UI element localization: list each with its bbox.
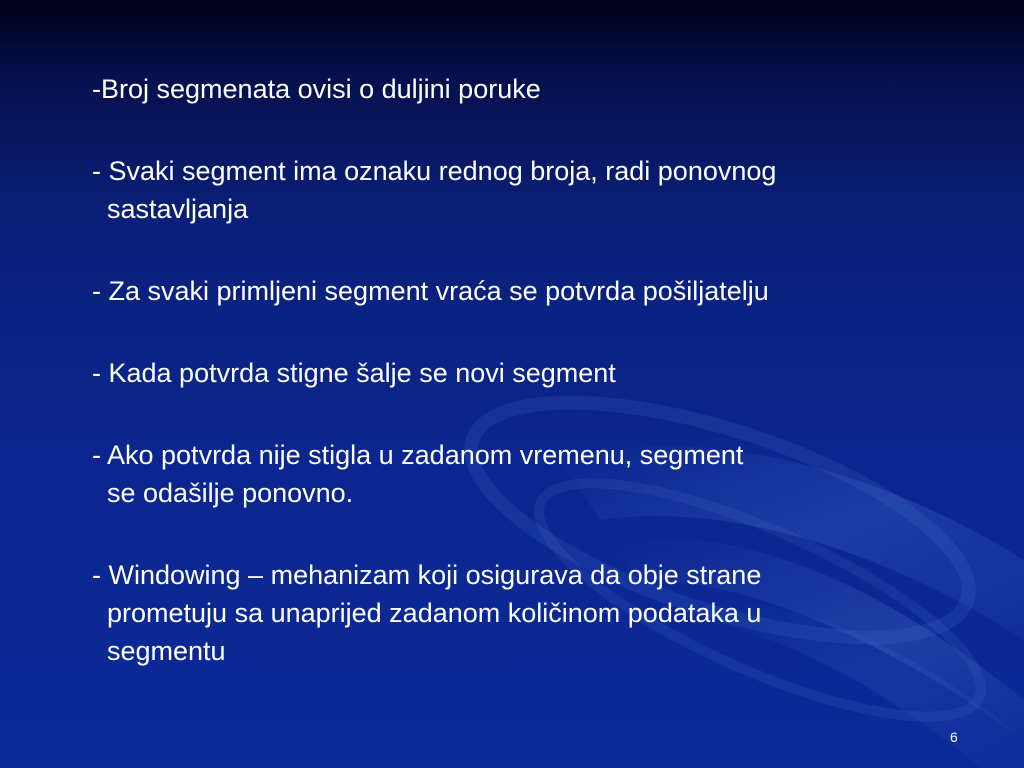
bullet-line: prometuju sa unaprijed zadanom količinom podataka u xyxy=(92,598,762,628)
bullet-line: - Windowing – mehanizam koji osigurava da obje strane xyxy=(92,560,762,590)
bullet-item xyxy=(92,272,992,310)
bullet-item xyxy=(92,152,992,228)
bullet-line: -Broj segmenata ovisi o duljini poruke xyxy=(92,74,541,104)
bullet-line: se odašilje ponovno. xyxy=(92,478,354,508)
bullet-line: - Svaki segment ima oznaku rednog broja, radi ponovnog xyxy=(92,156,777,186)
bullet-item xyxy=(92,436,992,512)
bullet-item xyxy=(92,354,992,392)
bullet-item xyxy=(92,556,992,670)
bullet-line: - Kada potvrda stigne šalje se novi segment xyxy=(92,358,616,388)
page-number: 6 xyxy=(950,729,958,745)
bullet-line: sastavljanja xyxy=(92,194,249,224)
bullet-line: - Za svaki primljeni segment vraća se potvrda pošiljatelju xyxy=(92,276,769,306)
bullet-line: segmentu xyxy=(92,636,226,666)
bullet-line: - Ako potvrda nije stigla u zadanom vremenu, segment xyxy=(92,440,744,470)
bullet-list xyxy=(92,70,992,670)
bullet-item xyxy=(92,70,992,108)
